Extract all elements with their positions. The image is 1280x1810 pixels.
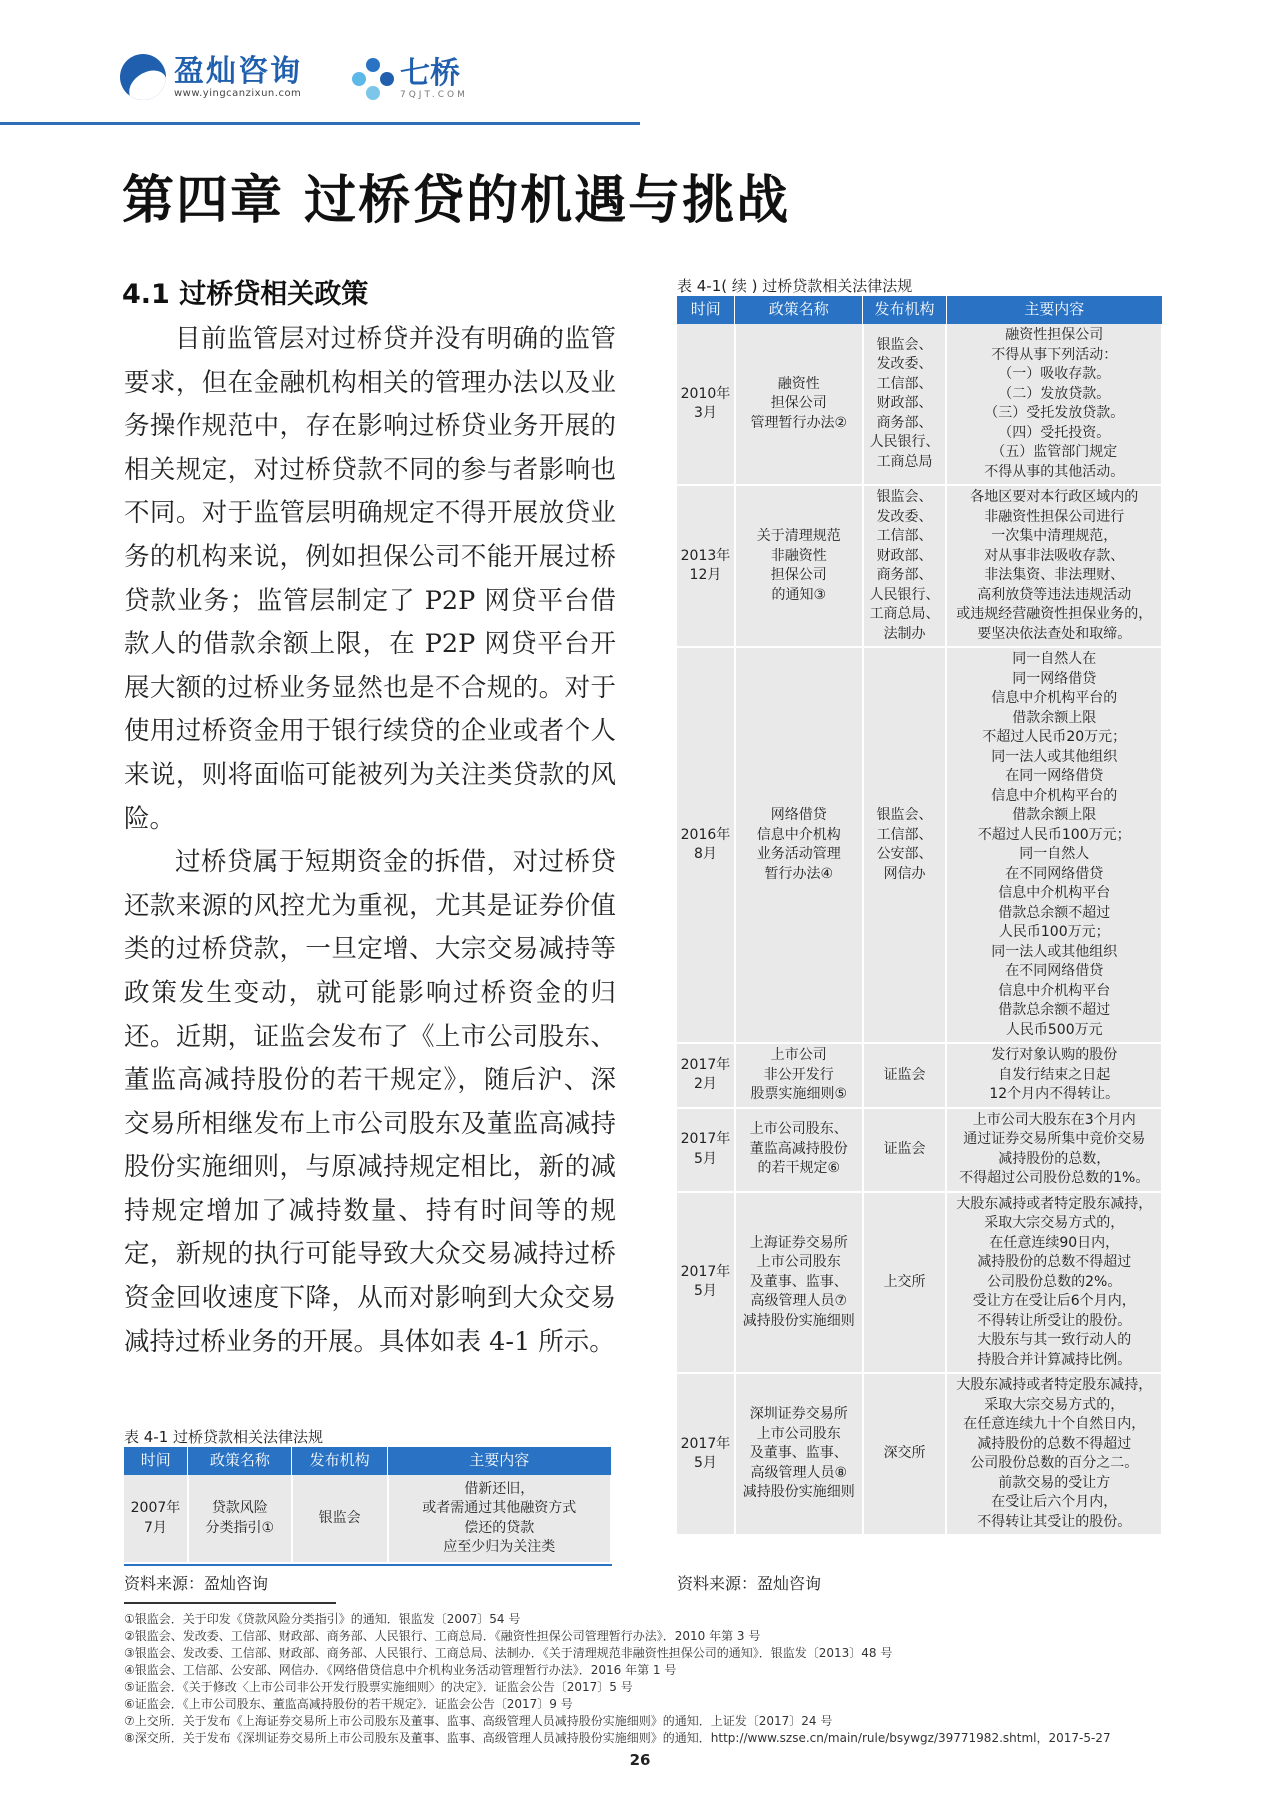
cell-publisher: 证监会 bbox=[863, 1108, 947, 1192]
cell-publisher: 银监会、 发改委、 工信部、 财政部、 商务部、 人民银行、 工商总局 bbox=[863, 324, 947, 485]
cell-content: 融资性担保公司 不得从事下列活动： （一）吸收存款。 （二）发放贷款。 （三）受托发放贷款。 （四）受托投资。 （五）监管部门规定 不得从事的其他活动。 bbox=[946, 324, 1162, 485]
table-row bbox=[677, 1108, 1162, 1192]
table-row bbox=[677, 1373, 1162, 1535]
yingcan-logo-icon bbox=[120, 54, 166, 100]
yingcan-logo-url: www.yingcanzixun.com bbox=[174, 87, 302, 99]
footnote: ⑤证监会．《关于修改〈上市公司非公开发行股票实施细则〉的决定》．证监会公告〔2017〕5 号 bbox=[124, 1680, 633, 1694]
footnote: ③银监会、发改委、工信部、财政部、商务部、人民银行、工商总局、法制办．《关于清理规范非融资性担保公司的通知》．银监发〔2013〕48 号 bbox=[124, 1646, 893, 1660]
table-row bbox=[677, 647, 1162, 1043]
cell-publisher: 银监会 bbox=[292, 1475, 388, 1563]
table-row bbox=[677, 1192, 1162, 1374]
cell-policy: 关于清理规范 非融资性 担保公司 的通知③ bbox=[735, 485, 863, 647]
table-header-row bbox=[124, 1447, 611, 1475]
table-left-caption: 表 4-1 过桥贷款相关法律法规 bbox=[124, 1428, 324, 1446]
col-header: 时间 bbox=[677, 296, 735, 324]
qiqiao-logo-url: 7QJT.COM bbox=[400, 90, 468, 100]
cell-time: 2017年 5月 bbox=[677, 1108, 735, 1192]
footnote: ⑥证监会．《上市公司股东、董监高减持股份的若干规定》．证监会公告〔2017〕9 号 bbox=[124, 1697, 573, 1711]
cell-content: 发行对象认购的股份 自发行结束之日起 12个月内不得转让。 bbox=[946, 1043, 1162, 1108]
page-header bbox=[120, 54, 720, 114]
cell-publisher: 深交所 bbox=[863, 1373, 947, 1535]
yingcan-logo bbox=[120, 54, 302, 100]
table-left bbox=[124, 1447, 612, 1564]
col-header: 时间 bbox=[124, 1447, 188, 1475]
page-number: 26 bbox=[629, 1751, 651, 1769]
cell-publisher: 银监会、 发改委、 工信部、 财政部、 商务部、 人民银行、 工商总局、 法制办 bbox=[863, 485, 947, 647]
footnote: ①银监会．关于印发《贷款风险分类指引》的通知．银监发〔2007〕54 号 bbox=[124, 1612, 521, 1626]
table-header-row bbox=[677, 296, 1162, 324]
qiqiao-logo-name: 七桥 bbox=[400, 56, 460, 91]
cell-publisher: 证监会 bbox=[863, 1043, 947, 1108]
table-right-caption: 表 4-1( 续 ) 过桥贷款相关法律法规 bbox=[677, 277, 913, 295]
footnote: ⑧深交所．关于发布《深圳证券交易所上市公司股东及董事、监事、高级管理人员减持股份实施细则》的通知．http://www.szse.cn/main/rule/bsywgz/39771982.shtml，2017-5-27 bbox=[124, 1731, 1111, 1745]
cell-time: 2017年 5月 bbox=[677, 1192, 735, 1374]
header-rule bbox=[0, 122, 640, 125]
section-title: 4.1 过桥贷相关政策 bbox=[122, 279, 369, 310]
cell-policy: 贷款风险 分类指引① bbox=[188, 1475, 292, 1563]
cell-policy: 网络借贷 信息中介机构 业务活动管理 暂行办法④ bbox=[735, 647, 863, 1043]
cell-policy: 上海证券交易所 上市公司股东 及董事、监事、 高级管理人员⑦ 减持股份实施细则 bbox=[735, 1192, 863, 1374]
cell-policy: 深圳证券交易所 上市公司股东 及董事、监事、 高级管理人员⑧ 减持股份实施细则 bbox=[735, 1373, 863, 1535]
cell-policy: 上市公司 非公开发行 股票实施细则⑤ bbox=[735, 1043, 863, 1108]
cell-content: 借新还旧， 或者需通过其他融资方式 偿还的贷款 应至少归为关注类 bbox=[388, 1475, 612, 1563]
cell-time: 2013年 12月 bbox=[677, 485, 735, 647]
footnote: ④银监会、工信部、公安部、网信办．《网络借贷信息中介机构业务活动管理暂行办法》．2016 年第 1 号 bbox=[124, 1663, 677, 1677]
table-left-bottom-rule bbox=[124, 1564, 612, 1566]
col-header: 政策名称 bbox=[735, 296, 863, 324]
cell-content: 各地区要对本行政区域内的 非融资性担保公司进行 一次集中清理规范， 对从事非法吸收存款、 非法集资、非法理财、 高利放贷等违法违规活动 或违规经营融资性担保业务的， 要坚决依法查处和取缔。 bbox=[946, 485, 1162, 647]
cell-time: 2017年 5月 bbox=[677, 1373, 735, 1535]
table-row bbox=[677, 1043, 1162, 1108]
table-right-source: 资料来源：盈灿咨询 bbox=[677, 1574, 822, 1593]
table-row bbox=[677, 324, 1162, 485]
col-header: 主要内容 bbox=[388, 1447, 612, 1475]
cell-policy: 上市公司股东、 董监高减持股份 的若干规定⑥ bbox=[735, 1108, 863, 1192]
chapter-title: 第四章 过桥贷的机遇与挑战 bbox=[122, 171, 791, 231]
cell-content: 大股东减持或者特定股东减持， 采取大宗交易方式的， 在任意连续90日内， 减持股份的总数不得超过 公司股份总数的2%。 受让方在受让后6个月内， 不得转让所受让的股份。 大股东与其一致行动人的 持股合并计算减持比例。 bbox=[946, 1192, 1162, 1374]
cell-time: 2010年 3月 bbox=[677, 324, 735, 485]
cell-time: 2017年 2月 bbox=[677, 1043, 735, 1108]
paragraph: 目前监管层对过桥贷并没有明确的监管要求，但在金融机构相关的管理办法以及业务操作规范中，存在影响过桥贷业务开展的相关规定，对过桥贷款不同的参与者影响也不同。对于监管层明确规定不得开展放贷业务的机构来说，例如担保公司不能开展过桥贷款业务；监管层制定了 P2P 网贷平台借款人的借款余额上限，在 P2P 网贷平台开展大额的过桥业务显然也是不合规的。对于使用过桥资金用于银行续贷的企业或者个人来说，则将面临可能被列为关注类贷款的风险。 bbox=[124, 324, 616, 834]
cell-content: 同一自然人在 同一网络借贷 信息中介机构平台的 借款余额上限 不超过人民币20万元； 同一法人或其他组织 在同一网络借贷 信息中介机构平台的 借款余额上限 不超过人民币100万元； 同一自然人 在不同网络借贷 信息中介机构平台 借款总余额不超过 人民币100万元； 同一法人或其他组织 在不同网络借贷 信息中介机构平台 借款总余额不超过 人民币500万元 bbox=[946, 647, 1162, 1043]
qiqiao-logo-icon bbox=[352, 58, 394, 100]
cell-content: 上市公司大股东在3个月内 通过证券交易所集中竞价交易 减持股份的总数， 不得超过公司股份总数的1%。 bbox=[946, 1108, 1162, 1192]
cell-time: 2007年 7月 bbox=[124, 1475, 188, 1563]
yingcan-logo-name: 盈灿咨询 bbox=[174, 53, 302, 89]
cell-publisher: 银监会、 工信部、 公安部、 网信办 bbox=[863, 647, 947, 1043]
body-text bbox=[124, 318, 616, 1364]
table-row bbox=[677, 485, 1162, 647]
col-header: 发布机构 bbox=[863, 296, 947, 324]
table-left-source: 资料来源：盈灿咨询 bbox=[124, 1574, 269, 1593]
cell-time: 2016年 8月 bbox=[677, 647, 735, 1043]
footnote-rule bbox=[124, 1602, 336, 1604]
footnotes bbox=[124, 1611, 1184, 1747]
cell-content: 大股东减持或者特定股东减持， 采取大宗交易方式的， 在任意连续九十个自然日内， 减持股份的总数不得超过 公司股份总数的百分之二。 前款交易的受让方 在受让后六个月内， 不得转让其受让的股份。 bbox=[946, 1373, 1162, 1535]
footnote: ⑦上交所．关于发布《上海证券交易所上市公司股东及董事、监事、高级管理人员减持股份实施细则》的通知．上证发〔2017〕24 号 bbox=[124, 1714, 833, 1728]
cell-publisher: 上交所 bbox=[863, 1192, 947, 1374]
footnote: ②银监会、发改委、工信部、财政部、商务部、人民银行、工商总局．《融资性担保公司管理暂行办法》．2010 年第 3 号 bbox=[124, 1629, 761, 1643]
table-right bbox=[677, 296, 1163, 1536]
paragraph: 过桥贷属于短期资金的拆借，对过桥贷还款来源的风控尤为重视，尤其是证券价值类的过桥贷款，一旦定增、大宗交易减持等政策发生变动，就可能影响过桥资金的归还。近期，证监会发布了《上市公司股东、董监高减持股份的若干规定》，随后沪、深交易所相继发布上市公司股东及董监高减持股份实施细则，与原减持规定相比，新的减持规定增加了减持数量、持有时间等的规定，新规的执行可能导致大众交易减持过桥资金回收速度下降，从而对影响到大众交易减持过桥业务的开展。具体如表 4-1 所示。 bbox=[124, 847, 616, 1357]
qiqiao-logo bbox=[352, 58, 468, 100]
col-header: 发布机构 bbox=[292, 1447, 388, 1475]
col-header: 主要内容 bbox=[946, 296, 1162, 324]
cell-policy: 融资性 担保公司 管理暂行办法② bbox=[735, 324, 863, 485]
col-header: 政策名称 bbox=[188, 1447, 292, 1475]
table-row bbox=[124, 1475, 611, 1563]
